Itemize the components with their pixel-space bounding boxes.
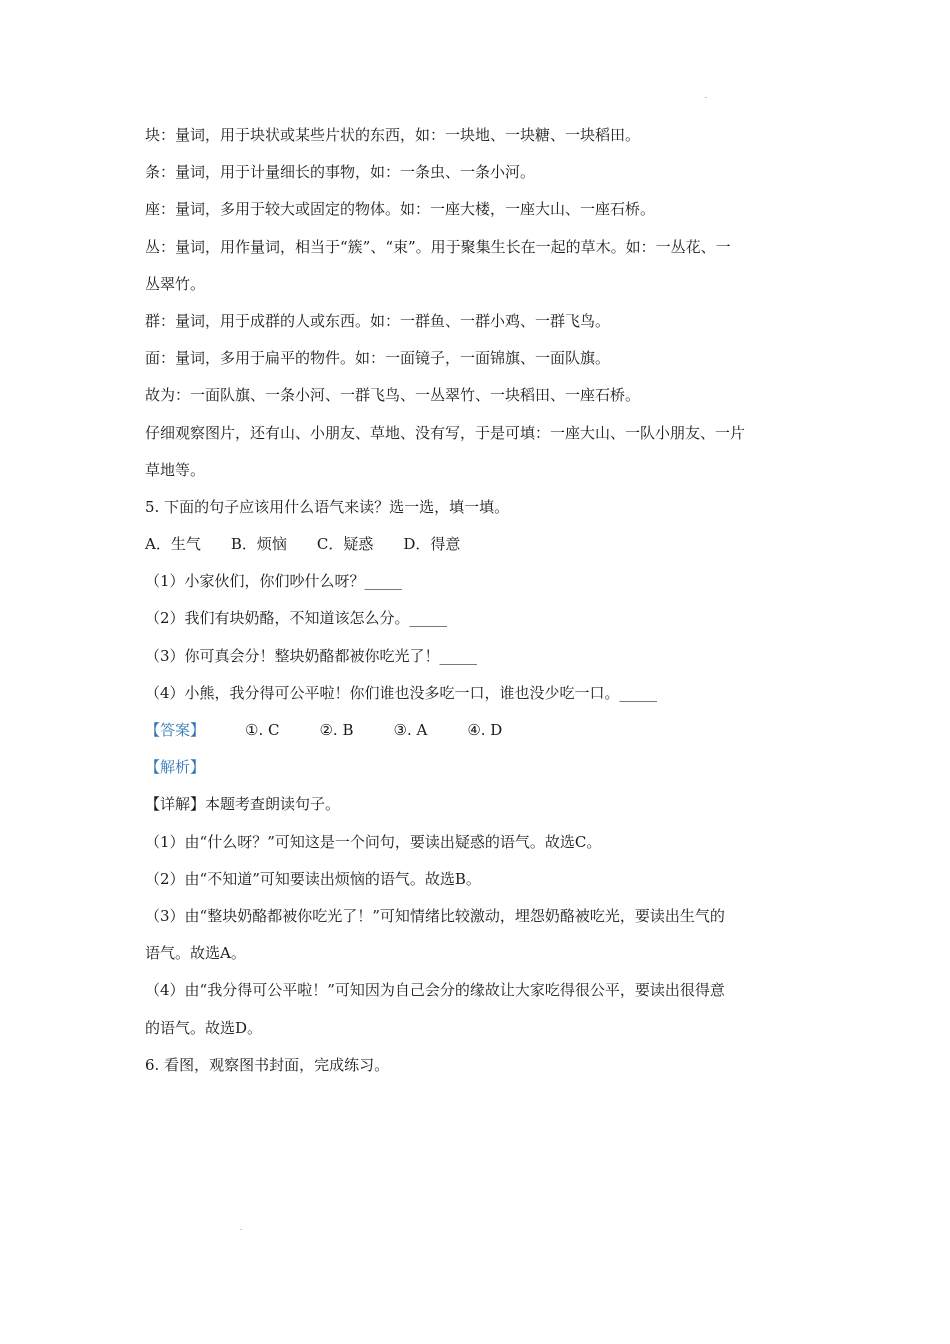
detail-line: （4）由“我分得可公平啦！”可知因为自己会分的缘故让大家吃得很公平，要读出很得意	[145, 981, 725, 1000]
detail-line: （3）由“整块奶酪都被你吃光了！”可知情绪比较激动，埋怨奶酪被吃光，要读出生气的	[145, 906, 725, 925]
document-body	[145, 117, 810, 1084]
page-mark	[705, 97, 707, 98]
question-5-title: 5. 下面的句子应该用什么语气来读？选一选，填一填。	[145, 497, 510, 516]
text-line: 仔细观察图片，还有山、小朋友、草地、没有写，于是可填：一座大山、一队小朋友、一片	[145, 423, 746, 442]
detail-line: 【详解】本题考查朗读句子。	[145, 795, 341, 814]
text-line: 座：量词，多用于较大或固定的物体。如：一座大楼，一座大山、一座石桥。	[145, 200, 656, 219]
question-6-title: 6. 看图，观察图书封面，完成练习。	[145, 1055, 390, 1074]
text-line: 丛：量词，用作量词，相当于“簇”、“束”。用于聚集生长在一起的草木。如：一丛花、一	[145, 237, 731, 256]
answer-item: ④. D	[467, 721, 503, 739]
detail-line: 语气。故选A。	[145, 944, 246, 963]
text-line: 丛翠竹。	[145, 274, 206, 293]
text-line: 面：量词，多用于扁平的物件。如：一面镜子，一面锦旗、一面队旗。	[145, 349, 611, 368]
answer-row	[145, 712, 810, 749]
answer-tag: 【答案】	[145, 721, 206, 739]
answer-item: ①. C	[245, 721, 280, 739]
detail-line: 的语气。故选D。	[145, 1018, 263, 1037]
detail-line: （1）由“什么呀？”可知这是一个问句，要读出疑惑的语气。故选C。	[145, 832, 602, 851]
question-5-item-3: （3）你可真会分！整块奶酪都被你吃光了！_____	[145, 646, 478, 665]
question-5-options: A．生气 B．烦恼 C．疑惑 D．得意	[145, 535, 461, 554]
text-line: 故为：一面队旗、一条小河、一群飞鸟、一丛翠竹、一块稻田、一座石桥。	[145, 386, 641, 405]
text-line: 群：量词，用于成群的人或东西。如：一群鱼、一群小鸡、一群飞鸟。	[145, 311, 611, 330]
detail-line: （2）由“不知道”可知要读出烦恼的语气。故选B。	[145, 869, 481, 888]
question-5-item-1: （1）小家伙们，你们吵什么呀？_____	[145, 572, 403, 591]
question-5-item-4: （4）小熊，我分得可公平啦！你们谁也没多吃一口，谁也没少吃一口。_____	[145, 683, 658, 702]
question-5-item-2: （2）我们有块奶酪，不知道该怎么分。_____	[145, 609, 448, 628]
text-line: 草地等。	[145, 460, 206, 479]
page-mark	[240, 1229, 242, 1230]
text-line: 条：量词，用于计量细长的事物，如：一条虫、一条小河。	[145, 163, 536, 182]
analysis-tag: 【解析】	[145, 758, 206, 777]
text-line: 块：量词，用于块状或某些片状的东西，如：一块地、一块糖、一块稻田。	[145, 126, 641, 144]
answer-item: ②. B	[319, 721, 354, 739]
answer-item: ③. A	[393, 721, 428, 739]
